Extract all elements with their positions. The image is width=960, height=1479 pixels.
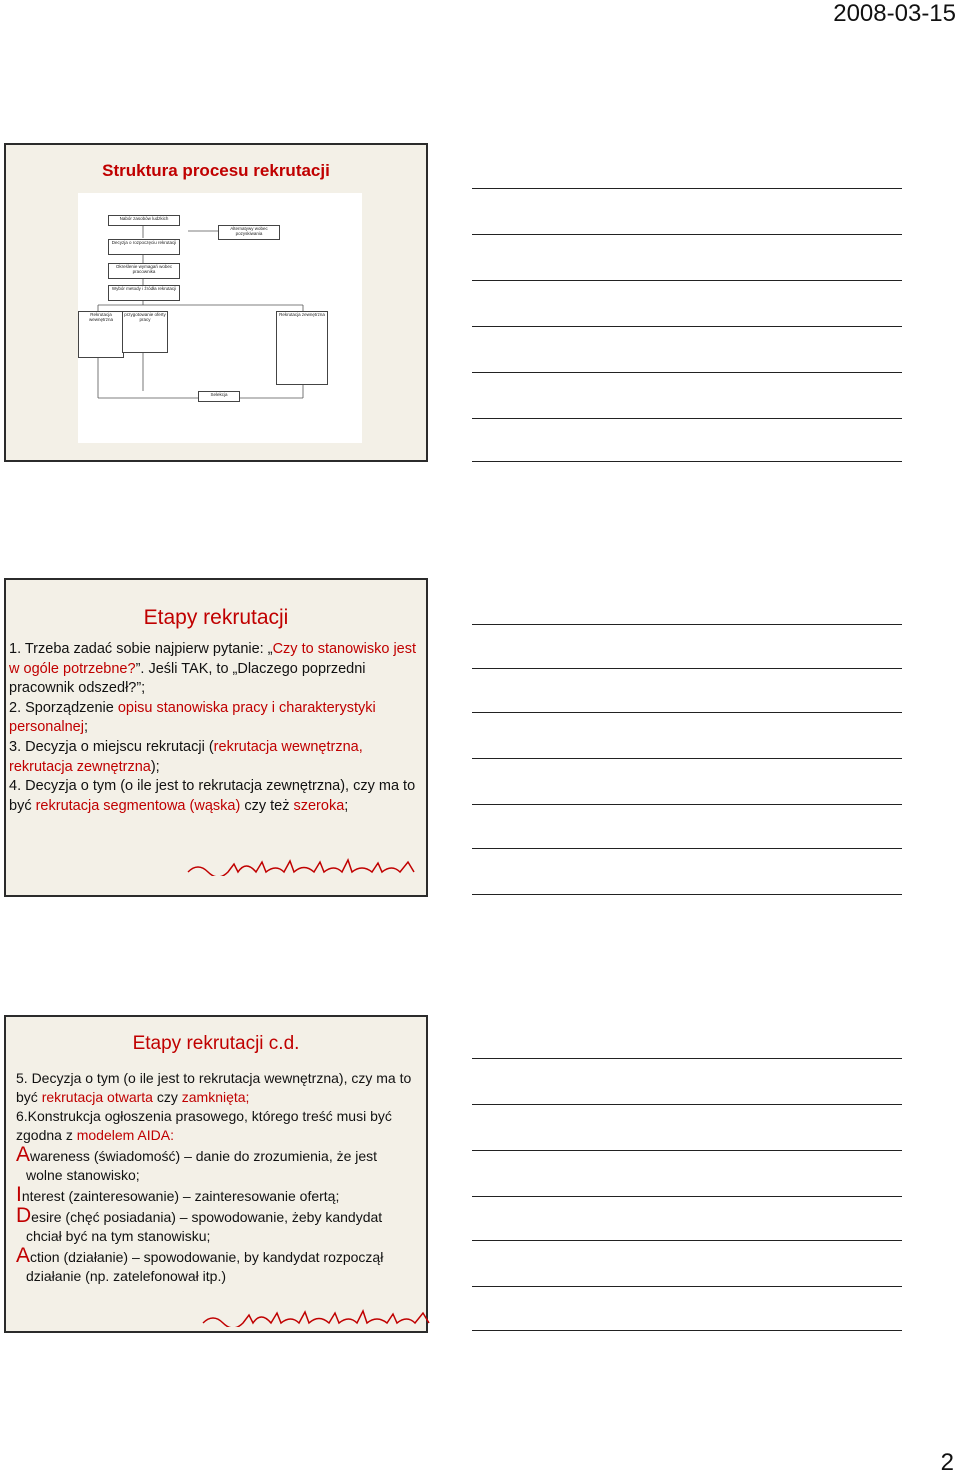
diagram-box-external: Rekrutacja zewnętrzna [276, 311, 328, 385]
p5-text: 5. Decyzja o tym (o ile jest to rekrutacja wewnętrzna), czy ma to być [16, 1070, 412, 1105]
page-number: 2 [940, 1449, 954, 1476]
aida-a-letter: A [16, 1143, 31, 1166]
decorative-border [186, 858, 416, 876]
slide-3 [4, 1015, 428, 1333]
p2-highlight: opisu stanowiska pracy i charakterystyki personalnej [9, 699, 376, 736]
recruitment-process-diagram [78, 193, 362, 443]
aida-d-text-2: chciał być na tym stanowisku; [26, 1228, 211, 1244]
slide-1-title: Struktura procesu rekrutacji [102, 161, 330, 180]
slide-1 [4, 143, 428, 462]
p5-highlight: rekrutacja otwarta [41, 1089, 153, 1105]
diagram-box-selection: Selekcja [198, 391, 240, 402]
p1-tail: ”. Jeśli TAK, to „Dlaczego poprzedni pracownik odszedł?”; [9, 660, 366, 697]
p3-highlight: rekrutacja wewnętrzna, rekrutacja zewnętrzna [9, 738, 363, 775]
p6-text: 6.Konstrukcja ogłoszenia prasowego, którego treść musi być zgodna z [16, 1108, 392, 1143]
p4-mid: czy też [240, 797, 294, 814]
date-header: 2008-03-15 [833, 0, 956, 27]
aida-action-letter: A [16, 1244, 31, 1267]
slide-2 [4, 578, 428, 897]
p4-text: 4. Decyzja o tym (o ile jest to rekrutacja zewnętrzna), czy ma to być [9, 778, 416, 814]
p3-tail: ); [150, 758, 160, 775]
p4-highlight: rekrutacja segmentowa (wąska) [35, 797, 241, 814]
aida-i-letter: I [16, 1183, 22, 1206]
diagram-box-internal: Rekrutacja wewnętrzna [78, 311, 124, 358]
p5-highlight-2: zamknięta; [181, 1089, 250, 1105]
diagram-box-offer: przygotowanie oferty pracy [122, 311, 168, 353]
decorative-border-2 [201, 1309, 431, 1327]
diagram-box-decision: Decyzja o rozpoczęciu rekrutacji [108, 239, 180, 255]
p2-text: 2. Sporządzenie [9, 699, 118, 716]
diagram-box-staffing: Nabór zasobów ludzkich [108, 215, 180, 226]
slide-2-title: Etapy rekrutacji [143, 606, 289, 629]
p6-highlight: modelem AIDA: [76, 1127, 174, 1143]
aida-i-text: nterest (zainteresowanie) – zainteresowanie ofertą; [21, 1188, 340, 1204]
diagram-box-method: Wybór metody i źródła rekrutacji [108, 285, 180, 301]
p4-highlight-2: szeroka [293, 797, 345, 814]
diagram-box-alternatives: Alternatywy wobec pozyskiwania [218, 225, 280, 240]
diagram-box-requirements: Określenie wymagań wobec pracownika [108, 263, 180, 279]
aida-d-text: esire (chęć posiadania) – spowodowanie, żeby kandydat [31, 1209, 383, 1225]
slide-2-body [9, 640, 423, 816]
aida-action-text: ction (działanie) – spowodowanie, by kandydat rozpoczął [30, 1249, 384, 1265]
p5-mid: czy [152, 1089, 182, 1105]
aida-a-text: wareness (świadomość) – danie do zrozumienia, że jest [30, 1148, 378, 1164]
p2-tail: ; [83, 719, 89, 736]
p4-tail: ; [344, 797, 349, 814]
p3-text: 3. Decyzja o miejscu rekrutacji ( [9, 738, 214, 755]
aida-a-text-2: wolne stanowisko; [26, 1167, 140, 1183]
aida-action-text-2: działanie (np. zatelefonował itp.) [26, 1268, 227, 1284]
p1-highlight: Czy to stanowisko jest w ogóle potrzebne? [9, 641, 417, 677]
aida-d-letter: D [16, 1204, 32, 1227]
slide-3-body [16, 1069, 426, 1286]
p1-text: 1. Trzeba zadać sobie najpierw pytanie: „ [9, 641, 273, 657]
slide-3-title: Etapy rekrutacji c.d. [132, 1033, 300, 1054]
